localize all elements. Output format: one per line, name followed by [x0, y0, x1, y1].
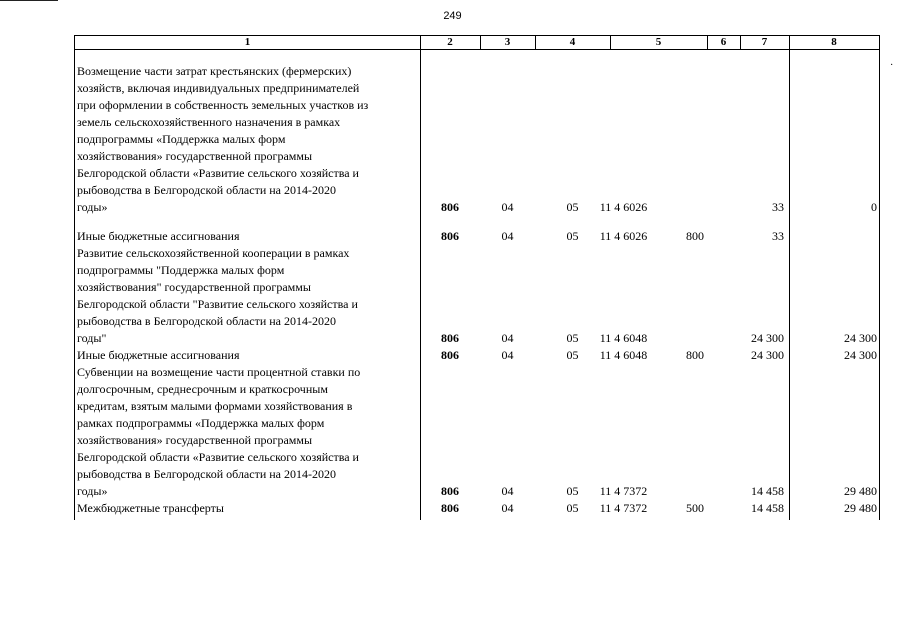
- cell-amount-col7: 14 458: [751, 501, 784, 515]
- desc-line: рыбоводства в Белгородской области на 2014-2020: [77, 314, 336, 328]
- desc-line: годы": [77, 331, 107, 345]
- desc-line: годы»: [77, 200, 108, 214]
- desc-line: рыбоводства в Белгородской области на 2014-2020: [77, 183, 336, 197]
- cell-target-article: 11 4 6026: [599, 200, 648, 214]
- header-col-1: 1: [244, 36, 251, 48]
- desc-line: Белгородской области "Развитие сельского хозяйства и: [77, 297, 358, 311]
- cell-subsection: 05: [566, 200, 579, 214]
- header-col-2: 2: [447, 36, 453, 48]
- header-col-7: 7: [761, 36, 768, 48]
- cell-amount-col8: 0: [871, 200, 877, 214]
- cell-ministry-code: 806: [441, 501, 459, 515]
- cell-amount-col8: 29 480: [844, 484, 877, 498]
- desc-line: Межбюджетные трансферты: [77, 501, 224, 515]
- header-col-4: 4: [569, 36, 576, 48]
- cell-expense-type: 500: [686, 501, 704, 515]
- cell-section: 04: [501, 348, 514, 362]
- desc-line: хозяйствования» государственной программы: [77, 149, 313, 163]
- row-description: [77, 347, 421, 364]
- header-bottom-rule: [75, 49, 879, 50]
- desc-line: при оформлении в собственность земельных участков из: [77, 98, 369, 112]
- table-row: [75, 500, 879, 517]
- row-description: [77, 364, 421, 500]
- cell-section: 04: [501, 200, 514, 214]
- page-number: 249: [443, 10, 462, 22]
- cell-target-article: 11 4 6048: [599, 348, 648, 362]
- desc-line: Субвенции на возмещение части процентной ставки по: [77, 365, 361, 379]
- cell-target-article: 11 4 7372: [599, 484, 648, 498]
- cell-section: 04: [501, 331, 514, 345]
- cell-subsection: 05: [566, 501, 579, 515]
- table-row: [75, 63, 879, 216]
- cell-subsection: 05: [566, 229, 579, 243]
- cell-amount-col7: 33: [772, 200, 784, 214]
- top-edge-line: [0, 0, 58, 1]
- desc-line: Белгородской области «Развитие сельского хозяйства и: [77, 166, 359, 180]
- cell-ministry-code: 806: [441, 484, 459, 498]
- cell-target-article: 11 4 6048: [599, 331, 648, 345]
- cell-section: 04: [501, 229, 514, 243]
- table-row: [75, 364, 879, 500]
- cell-amount-col8: 29 480: [844, 501, 877, 515]
- desc-line: Возмещение части затрат крестьянских (фермерских): [77, 64, 352, 78]
- desc-line: долгосрочным, среднесрочным и краткосрочным: [77, 382, 328, 396]
- cell-section: 04: [501, 484, 514, 498]
- margin-mark: ·: [890, 60, 894, 71]
- desc-line: рыбоводства в Белгородской области на 2014-2020: [77, 467, 336, 481]
- cell-subsection: 05: [566, 348, 579, 362]
- cell-amount-col7: 24 300: [751, 348, 784, 362]
- desc-line: хозяйств, включая индивидуальных предпринимателей: [77, 81, 360, 95]
- header-col-3: 3: [504, 36, 511, 48]
- desc-line: Белгородской области «Развитие сельского хозяйства и: [77, 450, 359, 464]
- cell-amount-col8: 24 300: [844, 331, 877, 345]
- cell-amount-col8: 24 300: [844, 348, 877, 362]
- row-description: [77, 63, 421, 216]
- table-row: [75, 347, 879, 364]
- desc-line: подпрограммы «Поддержка малых форм: [77, 132, 286, 146]
- cell-target-article: 11 4 7372: [599, 501, 648, 515]
- cell-expense-type: 800: [686, 348, 704, 362]
- header-col-5: 5: [655, 36, 662, 48]
- desc-line: земель сельскохозяйственного назначения в рамках: [77, 115, 341, 129]
- row-description: [77, 245, 421, 347]
- desc-line: Развитие сельскохозяйственной кооперации в рамках: [77, 246, 350, 260]
- cell-section: 04: [501, 501, 514, 515]
- row-description: [77, 500, 421, 517]
- desc-line: Иные бюджетные ассигнования: [77, 229, 240, 243]
- desc-line: годы»: [77, 484, 108, 498]
- header-col-8: 8: [831, 36, 837, 48]
- desc-line: Иные бюджетные ассигнования: [77, 348, 240, 362]
- cell-amount-col7: 24 300: [751, 331, 784, 345]
- cell-ministry-code: 806: [441, 200, 459, 214]
- table-row: [75, 245, 879, 347]
- cell-ministry-code: 806: [441, 348, 459, 362]
- cell-target-article: 11 4 6026: [599, 229, 648, 243]
- row-description: [77, 228, 421, 245]
- cell-amount-col7: 33: [772, 229, 784, 243]
- header-col-6: 6: [720, 36, 727, 48]
- desc-line: подпрограммы "Поддержка малых форм: [77, 263, 285, 277]
- desc-line: рамках подпрограммы «Поддержка малых форм: [77, 416, 325, 430]
- cell-amount-col7: 14 458: [751, 484, 784, 498]
- desc-line: хозяйствования" государственной программы: [77, 280, 311, 294]
- cell-ministry-code: 806: [441, 229, 459, 243]
- desc-line: кредитам, взятым малыми формами хозяйствования в: [77, 399, 353, 413]
- cell-subsection: 05: [566, 331, 579, 345]
- budget-table: [74, 35, 880, 520]
- cell-expense-type: 800: [686, 229, 704, 243]
- desc-line: хозяйствования» государственной программы: [77, 433, 313, 447]
- cell-ministry-code: 806: [441, 331, 459, 345]
- table-row: [75, 228, 879, 245]
- cell-subsection: 05: [566, 484, 579, 498]
